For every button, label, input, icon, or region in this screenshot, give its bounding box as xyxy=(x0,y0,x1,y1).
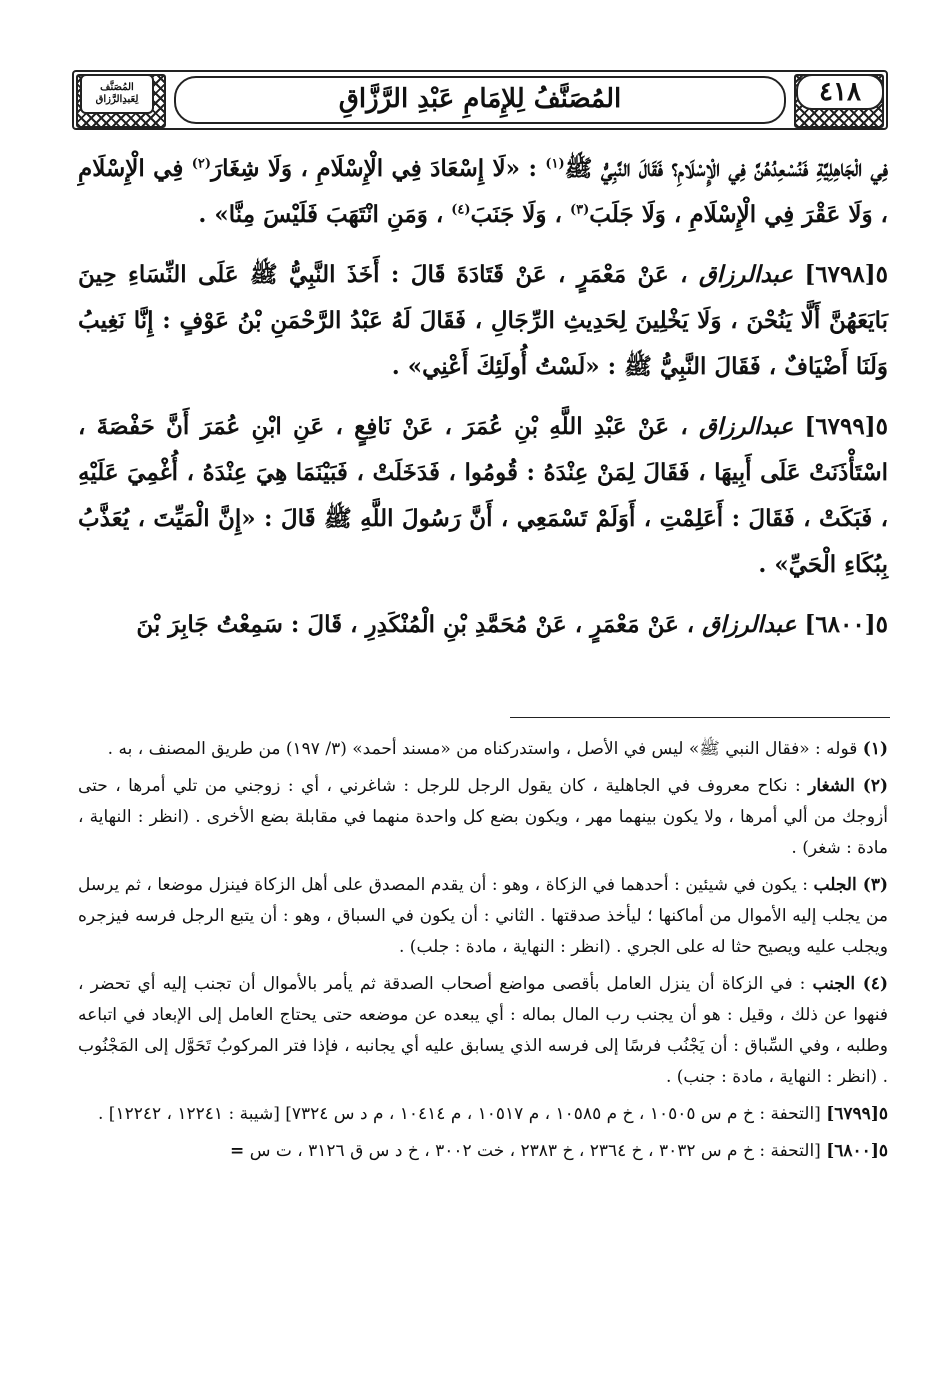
footnote-takhrij-6799 xyxy=(78,1099,888,1130)
footnotes xyxy=(78,734,888,1173)
seal-line-1: المُصَنَّف xyxy=(100,82,134,93)
footnote-text: : في الزكاة أن ينزل العامل بأقصى مواضع أصحاب الصدقة ثم يأمر بالأموال أن تجنب إليه أي تحضر ، فنهوا عن ذلك ، وقيل : هو أن يجنب رب المال بماله : أي يبعده عن موضعه حتى يحتاج العامل إلى الإبعاد في اتباعه وطلبه ، وفي السِّباق : أن يَجْنُب فرسًا إلى فرسه الذي يسابق عليه أي يجانبه ، فإذا فتر المركوبُ تَحَوَّل إلى المَجْنُوب . (انظر : النهاية ، مادة : جنب) . xyxy=(78,974,888,1087)
narrator-name: عبدالرزاق xyxy=(699,413,794,440)
footnote-4 xyxy=(78,969,888,1093)
footnote-2 xyxy=(78,771,888,864)
paragraph-text: ، وَلَا جَنَبَ xyxy=(470,201,570,228)
footnote-label: (٢) الشغار xyxy=(808,776,888,796)
paragraph-continued xyxy=(78,146,888,238)
narrator-name: عبدالرزاق xyxy=(698,261,794,288)
footnote-ref: (١) xyxy=(545,156,565,172)
seal-line-2: لِعَبدِالرَّزاق xyxy=(95,94,139,105)
hadith-text: ، عَنْ عَبْدِ اللَّهِ بْنِ عُمَرَ ، عَنْ نَافِعٍ ، عَنِ ابْنِ عُمَرَ أَنَّ حَفْصَةَ ، اسْتَأْذَنَتْ عَلَى أَبِيهَا ، فَقَالَ لِمَنْ عِنْدَهُ : قُومُوا ، فَدَخَلَتْ ، فَبَيْنَمَا هِيَ عِنْدَهُ ، أُغْمِيَ عَلَيْهِ ، فَبَكَتْ ، فَقَالَ : أَعَلِمْتِ ، أَوَلَمْ تَسْمَعِي ، أَنَّ رَسُولَ اللَّهِ ﷺ قَالَ : «إِنَّ الْمَيِّتَ ، يُعَذَّبُ بِبُكَاءِ الْحَيِّ» . xyxy=(78,413,888,578)
hadith-6798 xyxy=(78,252,888,390)
footnote-ref: (٢) xyxy=(191,156,212,172)
footnote-3 xyxy=(78,870,888,963)
narrator-name: عبدالرزاق xyxy=(702,611,797,638)
hadith-text: ، عَنْ مَعْمَرٍ ، عَنْ قَتَادَةَ قَالَ : أَخَذَ النَّبِيُّ ﷺ عَلَى النِّسَاءِ حِينَ بَايَعَهُنَّ أَلَّا يَنُحْنَ ، وَلَا يَخْلِينَ لِحَدِيثِ الرِّجَالِ ، فَقَالَ لَهُ عَبْدُ الرَّحْمَنِ بْنُ عَوْفٍ : إِنَّا نَغِيبُ وَلَنَا أَضْيَافٌ ، فَقَالَ النَّبِيُّ ﷺ : «لَسْتُ أُولَئِكَ أَعْنِي» . xyxy=(78,261,888,380)
footnote-label: (٣) الجلب xyxy=(813,875,888,895)
footnote-label: (١) xyxy=(862,739,888,759)
footnote-text: : يكون في شيئين : أحدهما في الزكاة ، وهو : أن يقدم المصدق على أهل الزكاة فينزل موضعا ، ثم يرسل من يجلب إليه الأموال من أماكنها ؛ ليأخذ صدقتها . الثاني : أن يكون في السباق ، وهو : أن يتبع الرجل فرسه فيزجره ويجلب عليه ويصيح حثا له على الجري . (انظر : النهاية ، مادة : جلب) . xyxy=(78,875,888,957)
paragraph-text: : «لَا إِسْعَادَ فِي الْإِسْلَامِ ، وَلَا شِغَارَ xyxy=(211,155,546,182)
book-title: المُصَنَّفُ لِلإِمَامِ عَبْدِ الرَّزَّاقِ xyxy=(338,84,622,114)
book-seal-logo xyxy=(80,74,154,114)
footnote-ref: (٤) xyxy=(451,202,471,218)
hadith-number: ٥[٦٨٠٠] xyxy=(804,611,888,638)
page-number: ٤١٨ xyxy=(796,74,884,110)
footnote-takhrij-6800 xyxy=(78,1136,888,1167)
page-header xyxy=(72,70,888,130)
footnote-text: : نكاح معروف في الجاهلية ، كان يقول الرجل للرجل : شاغرني ، أي : زوجني من تلي أمرها ، حتى أزوجك من ألي أمرها ، ولا يكون بينهما مهر ، ويكون بضع كل واحدة منهما في مقابلة بضع الأخرى . (انظر : النهاية ، مادة : شغر) . xyxy=(78,776,888,858)
hadith-number: ٥[٦٧٩٨] xyxy=(804,261,888,288)
footnote-label: ٥[٦٧٩٩] xyxy=(826,1104,888,1124)
paragraph-text: فِي الْإِسْلَامِ ، وَلَا عَقْرَ فِي الْإِسْلَامِ ، وَلَا جَلَبَ xyxy=(78,155,888,228)
paragraph-text: فِي الْجَاهِلِيَّةِ فَنُسْعِدُهُنَّ فِي الْإِسْلَامِ؟ فَقَالَ النَّبِيُّ ﷺ xyxy=(564,155,888,182)
paragraph-text: ، وَمَنِ انْتَهَبَ فَلَيْسَ مِنَّا» . xyxy=(198,201,452,228)
header-pill xyxy=(174,76,786,124)
hadith-text: ، عَنْ مَعْمَرٍ ، عَنْ مُحَمَّدِ بْنِ الْمُنْكَدِرِ ، قَالَ : سَمِعْتُ جَابِرَ بْنَ xyxy=(136,611,703,638)
footnote-ref: (٣) xyxy=(569,202,590,218)
footnote-label: (٤) الجنب xyxy=(812,974,888,994)
footnote-1 xyxy=(78,734,888,765)
footnote-text: قوله : «فقال النبي ﷺ» ليس في الأصل ، واستدركناه من «مسند أحمد» (٣/ ١٩٧) من طريق المصنف ، به . xyxy=(107,739,863,759)
main-text xyxy=(78,146,888,662)
footnote-text: [التحفة : خ م س ١٠٥٠٥ ، خ م ١٠٥٨٥ ، م ١٠٥١٧ ، م ١٠٤١٤ ، م د س ٧٣٢٤] [شيبة : ١٢٢٤١ ، ١٢٢٤٢] . xyxy=(97,1104,827,1124)
footnote-text: [التحفة : خ م س ٣٠٣٢ ، خ ٢٣٦٤ ، خ ٢٣٨٣ ، خت ٣٠٠٢ ، خ د س ق ٣١٢٦ ، ت س xyxy=(249,1141,827,1161)
footnote-label: ٥[٦٨٠٠] xyxy=(826,1141,888,1161)
footnote-divider xyxy=(510,717,890,718)
hadith-number: ٥[٦٧٩٩] xyxy=(804,413,888,440)
hadith-6800 xyxy=(78,602,888,648)
continuation-mark: = xyxy=(230,1141,245,1161)
hadith-6799 xyxy=(78,404,888,588)
